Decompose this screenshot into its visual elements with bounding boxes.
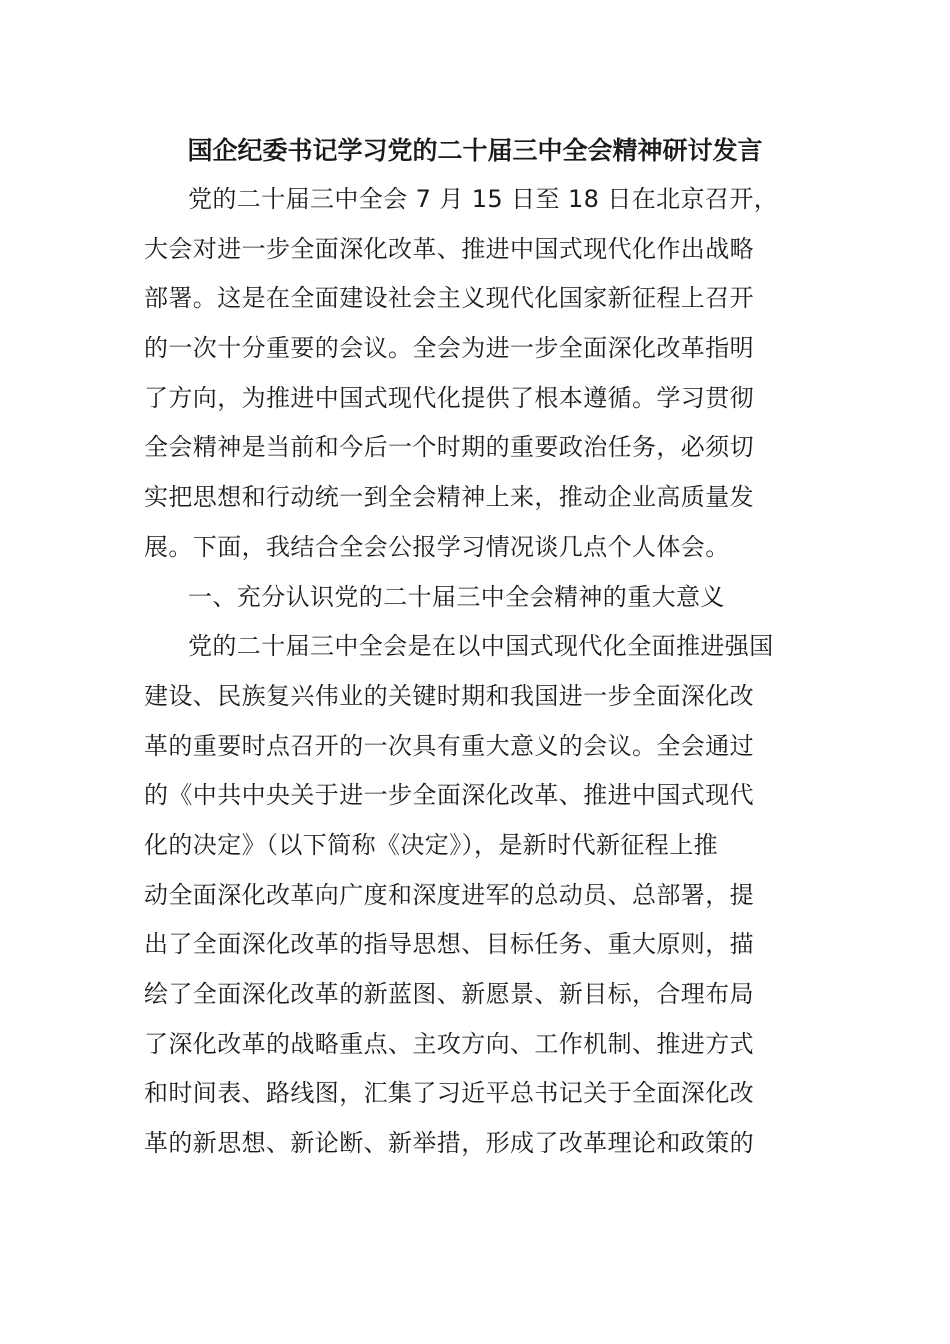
paragraph-1-line-1: 党的二十届三中全会 7 月 15 日至 18 日在北京召开， — [188, 185, 779, 213]
paragraph-2-line-9: 了深化改革的战略重点、主攻方向、工作机制、推进方式 — [144, 1029, 754, 1058]
paragraph-2-line-11: 革的新思想、新论断、新举措，形成了改革理论和政策的 — [144, 1129, 754, 1158]
paragraph-1-line-3: 部署。这是在全面建设社会主义现代化国家新征程上召开 — [144, 284, 754, 313]
paragraph-2-line-1: 党的二十届三中全会是在以中国式现代化全面推进强国 — [188, 632, 774, 661]
paragraph-2-line-8: 绘了全面深化改革的新蓝图、新愿景、新目标，合理布局 — [144, 980, 754, 1008]
paragraph-2-line-5: 化的决定》（以下简称《决定》），是新时代新征程上推 — [144, 830, 718, 859]
paragraph-2-line-10: 和时间表、路线图，汇集了习近平总书记关于全面深化改 — [144, 1079, 754, 1108]
paragraph-2-line-4: 的《中共中央关于进一步全面深化改革、推进中国式现代 — [144, 781, 754, 810]
document-title: 国企纪委书记学习党的二十届三中全会精神研讨发言 — [187, 136, 763, 165]
paragraph-1-line-2: 大会对进一步全面深化改革、推进中国式现代化作出战略 — [144, 234, 754, 263]
document-body — [144, 175, 804, 1169]
paragraph-1-line-7: 实把思想和行动统一到全会精神上来，推动企业高质量发 — [144, 483, 754, 512]
paragraph-1-line-5: 了方向，为推进中国式现代化提供了根本遵循。学习贯彻 — [144, 383, 754, 412]
paragraph-2-line-6: 动全面深化改革向广度和深度进军的总动员、总部署，提 — [144, 880, 754, 909]
paragraph-1-line-8: 展。下面，我结合全会公报学习情况谈几点个人体会。 — [144, 532, 730, 561]
section-heading-1: 一、充分认识党的二十届三中全会精神的重大意义 — [188, 582, 725, 611]
paragraph-2-line-3: 革的重要时点召开的一次具有重大意义的会议。全会通过 — [144, 731, 754, 760]
paragraph-1-line-4: 的一次十分重要的会议。全会为进一步全面深化改革指明 — [144, 334, 754, 363]
paragraph-2-line-7: 出了全面深化改革的指导思想、目标任务、重大原则，描 — [144, 930, 754, 959]
paragraph-1-line-6: 全会精神是当前和今后一个时期的重要政治任务，必须切 — [144, 433, 754, 462]
paragraph-2-line-2: 建设、民族复兴伟业的关键时期和我国进一步全面深化改 — [144, 681, 754, 710]
